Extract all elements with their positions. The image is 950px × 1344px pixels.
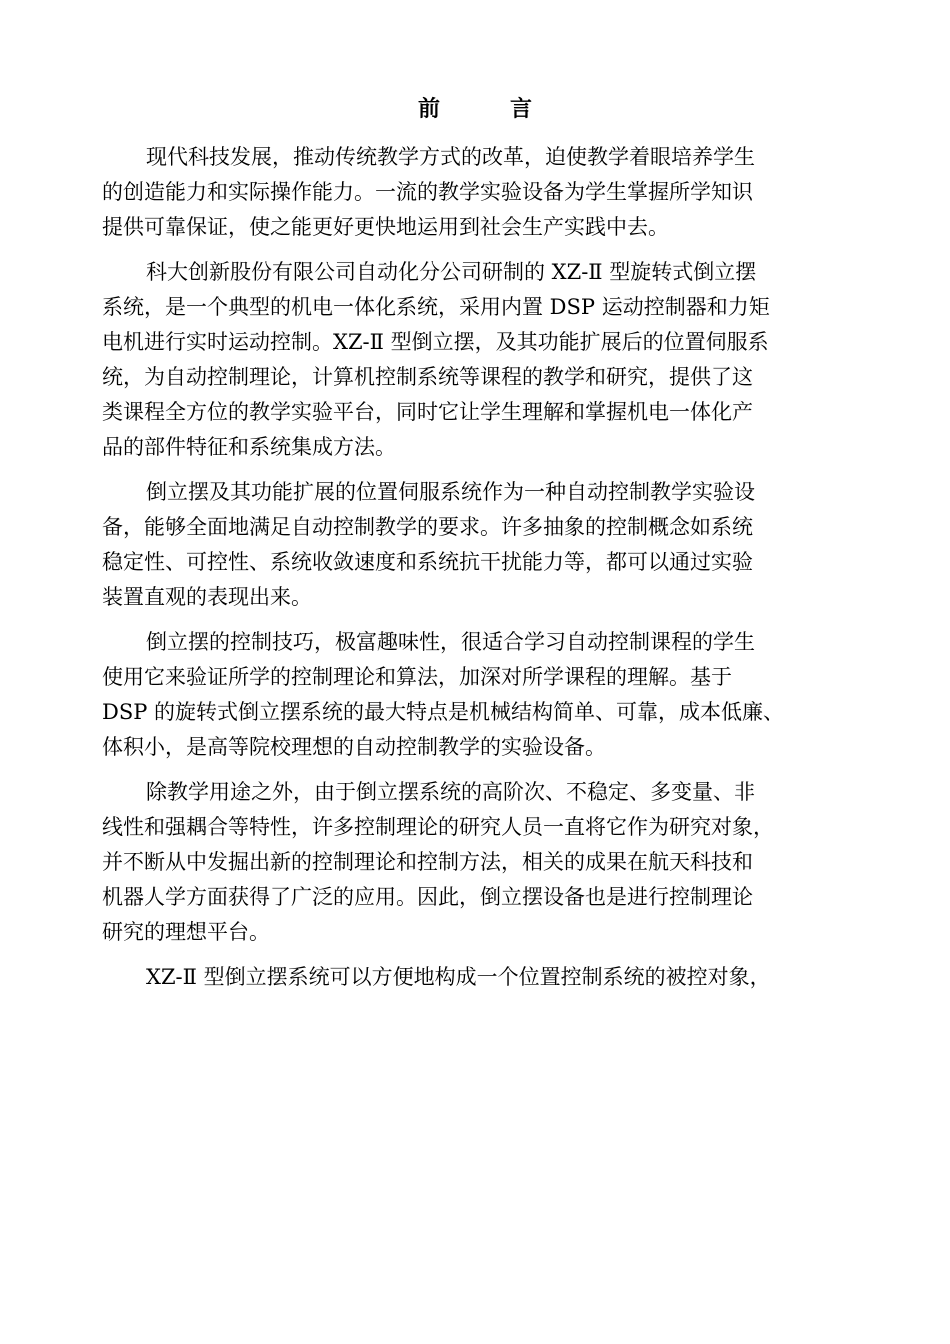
text-line: DSP 的旋转式倒立摆系统的最大特点是机械结构简单、可靠，成本低廉、 [102,700,785,724]
text-line: XZ-Ⅱ 型倒立摆系统可以方便地构成一个位置控制系统的被控对象， [146,965,771,989]
text-line: 系统，是一个典型的机电一体化系统，采用内置 DSP 运动控制器和力矩 [102,295,770,319]
text-line: 提供可靠保证，使之能更好更快地运用到社会生产实践中去。 [102,215,669,239]
text-line: 品的部件特征和系统集成方法。 [102,435,396,459]
text-line: 倒立摆的控制技巧，极富趣味性，很适合学习自动控制课程的学生 [146,630,755,654]
text-line: 稳定性、可控性、系统收敛速度和系统抗干扰能力等，都可以通过实验 [102,550,753,574]
text-line: 统，为自动控制理论，计算机控制系统等课程的教学和研究，提供了这 [102,365,753,389]
text-line: 机器人学方面获得了广泛的应用。因此，倒立摆设备也是进行控制理论 [102,885,753,909]
page-title: 前 言 [417,96,556,122]
text-line: 并不断从中发掘出新的控制理论和控制方法，相关的成果在航天科技和 [102,850,753,874]
text-line: 装置直观的表现出来。 [102,585,312,609]
text-line: 体积小，是高等院校理想的自动控制教学的实验设备。 [102,735,606,759]
text-line: 除教学用途之外，由于倒立摆系统的高阶次、不稳定、多变量、非 [146,780,755,804]
text-line: 倒立摆及其功能扩展的位置伺服系统作为一种自动控制教学实验设 [146,480,755,504]
text-line: 电机进行实时运动控制。XZ-Ⅱ 型倒立摆，及其功能扩展后的位置伺服系 [102,330,769,354]
text-line: 科大创新股份有限公司自动化分公司研制的 XZ-Ⅱ 型旋转式倒立摆 [146,260,757,284]
paragraph-1 [102,140,822,245]
text-line: 类课程全方位的教学实验平台，同时它让学生理解和掌握机电一体化产 [102,400,753,424]
text-line: 研究的理想平台。 [102,920,270,944]
text-line: 的创造能力和实际操作能力。一流的教学实验设备为学生掌握所学知识 [102,180,753,204]
text-line: 使用它来验证所学的控制理论和算法，加深对所学课程的理解。基于 [102,665,732,689]
text-line: 现代科技发展，推动传统教学方式的改革，迫使教学着眼培养学生 [146,145,755,169]
paragraph-6 [102,960,822,995]
text-line: 线性和强耦合等特性，许多控制理论的研究人员一直将它作为研究对象， [102,815,774,839]
paragraph-5 [102,775,822,950]
text-line: 备，能够全面地满足自动控制教学的要求。许多抽象的控制概念如系统 [102,515,753,539]
paragraph-3 [102,475,822,615]
paragraph-4 [102,625,822,765]
document-body [102,140,822,1005]
paragraph-2 [102,255,822,465]
